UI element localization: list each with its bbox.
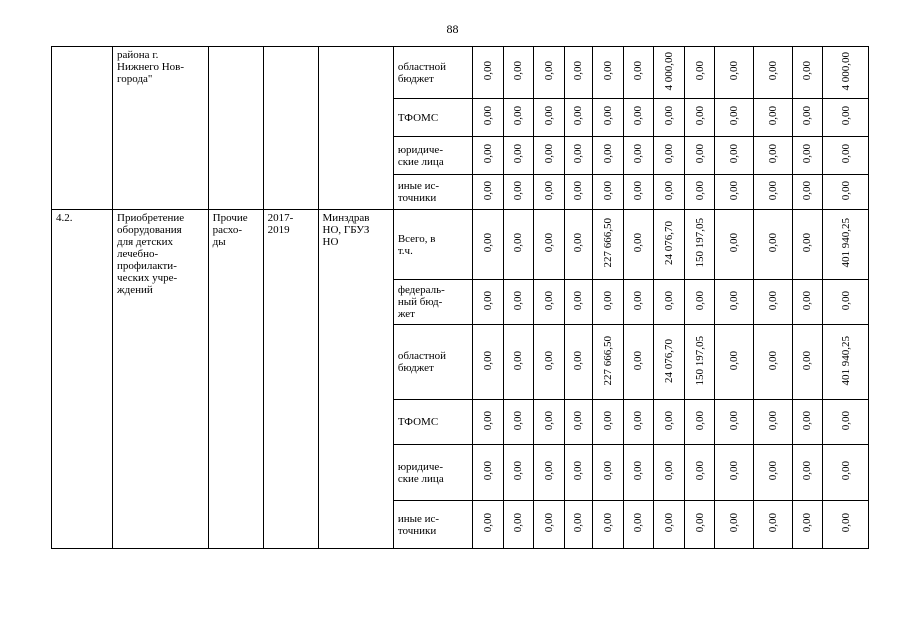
value-text: 0,00 <box>512 410 525 431</box>
value-cell <box>593 325 624 400</box>
value-text: 0,00 <box>572 290 585 311</box>
value-cell <box>623 210 654 280</box>
value-cell <box>593 99 624 137</box>
value-text: 0,00 <box>801 410 814 431</box>
value-text: 0,00 <box>542 144 555 164</box>
value-text: 0,00 <box>632 106 645 126</box>
value-text: 0,00 <box>572 233 585 253</box>
value-text: 0,00 <box>601 144 614 164</box>
source-cell: областной бюджет <box>393 47 472 99</box>
value-text: 0,00 <box>693 461 706 481</box>
value-cell <box>593 175 624 210</box>
value-cell <box>473 99 504 137</box>
value-cell <box>564 210 592 280</box>
value-cell <box>534 175 565 210</box>
value-text: 0,00 <box>693 410 706 431</box>
value-text: 0,00 <box>572 144 585 164</box>
value-text: 0,00 <box>632 144 645 164</box>
value-text: 0,00 <box>839 290 852 311</box>
value-text: 0,00 <box>766 461 779 481</box>
value-text: 0,00 <box>839 180 852 201</box>
value-text: 0,00 <box>601 461 614 481</box>
value-text: 0,00 <box>542 180 555 201</box>
value-text: 0,00 <box>728 233 741 253</box>
table-row <box>52 210 869 280</box>
source-cell: ТФОМС <box>393 400 472 445</box>
value-cell <box>792 400 823 445</box>
value-text: 0,00 <box>662 410 675 431</box>
value-text: 0,00 <box>601 410 614 431</box>
value-cell <box>564 400 592 445</box>
value-text: 0,00 <box>728 410 741 431</box>
value-cell <box>715 400 754 445</box>
num-cell <box>52 47 113 210</box>
source-cell: иные ис- точники <box>393 175 472 210</box>
value-text: 0,00 <box>481 350 494 371</box>
value-text: 0,00 <box>801 350 814 371</box>
page-number: 88 <box>446 22 459 36</box>
value-text: 0,00 <box>766 61 779 81</box>
value-text: 0,00 <box>766 233 779 253</box>
value-cell <box>715 445 754 501</box>
value-text: 0,00 <box>572 180 585 201</box>
value-text: 0,00 <box>766 144 779 164</box>
value-text: 0,00 <box>801 144 814 164</box>
value-text: 0,00 <box>632 461 645 481</box>
value-cell <box>715 99 754 137</box>
value-cell <box>534 137 565 175</box>
value-text: 0,00 <box>766 513 779 533</box>
value-cell <box>684 501 715 549</box>
value-cell <box>792 210 823 280</box>
value-text: 0,00 <box>693 61 706 81</box>
value-text: 0,00 <box>572 106 585 126</box>
value-cell <box>753 501 792 549</box>
source-cell: юридиче- ские лица <box>393 445 472 501</box>
value-text: 0,00 <box>542 233 555 253</box>
value-cell <box>623 325 654 400</box>
value-text: 0,00 <box>839 144 852 164</box>
value-cell <box>534 47 565 99</box>
value-text: 4 000,00 <box>662 51 675 91</box>
value-cell <box>564 99 592 137</box>
source-cell: федераль- ный бюд- жет <box>393 280 472 325</box>
value-text: 0,00 <box>801 513 814 533</box>
value-cell <box>792 325 823 400</box>
value-text: 0,00 <box>572 410 585 431</box>
value-cell <box>823 47 869 99</box>
value-cell <box>503 47 534 99</box>
value-cell <box>473 47 504 99</box>
value-cell <box>473 325 504 400</box>
value-cell <box>593 210 624 280</box>
value-cell <box>753 280 792 325</box>
period-cell: 2017- 2019 <box>263 210 318 549</box>
value-text: 4 000,00 <box>839 51 852 91</box>
value-text: 0,00 <box>512 290 525 311</box>
value-text: 0,00 <box>801 106 814 126</box>
value-text: 0,00 <box>572 461 585 481</box>
value-cell <box>753 445 792 501</box>
source-cell: ТФОМС <box>393 99 472 137</box>
value-cell <box>753 325 792 400</box>
value-text: 0,00 <box>542 106 555 126</box>
value-cell <box>473 501 504 549</box>
value-text: 0,00 <box>839 461 852 481</box>
value-cell <box>534 99 565 137</box>
value-cell <box>473 175 504 210</box>
value-text: 0,00 <box>766 106 779 126</box>
value-cell <box>753 47 792 99</box>
value-cell <box>792 445 823 501</box>
source-cell: юридиче- ские лица <box>393 137 472 175</box>
value-cell <box>593 280 624 325</box>
value-cell <box>503 501 534 549</box>
value-cell <box>715 210 754 280</box>
value-cell <box>792 501 823 549</box>
value-text: 0,00 <box>512 106 525 126</box>
value-text: 0,00 <box>728 180 741 201</box>
value-text: 0,00 <box>662 144 675 164</box>
value-text: 0,00 <box>766 180 779 201</box>
value-cell <box>623 47 654 99</box>
value-text: 0,00 <box>693 106 706 126</box>
value-cell <box>593 137 624 175</box>
value-text: 0,00 <box>662 180 675 201</box>
value-text: 0,00 <box>728 144 741 164</box>
value-text: 0,00 <box>766 410 779 431</box>
value-text: 0,00 <box>728 106 741 126</box>
value-cell <box>715 501 754 549</box>
value-cell <box>684 47 715 99</box>
value-text: 0,00 <box>662 513 675 533</box>
value-text: 0,00 <box>481 180 494 201</box>
value-cell <box>564 137 592 175</box>
value-cell <box>503 99 534 137</box>
value-text: 0,00 <box>481 513 494 533</box>
value-cell <box>473 210 504 280</box>
num-cell: 4.2. <box>52 210 113 549</box>
value-cell <box>753 137 792 175</box>
value-text: 0,00 <box>728 350 741 371</box>
value-text: 0,00 <box>542 350 555 371</box>
value-text: 0,00 <box>632 290 645 311</box>
value-text: 0,00 <box>512 513 525 533</box>
value-cell <box>823 501 869 549</box>
value-text: 0,00 <box>512 233 525 253</box>
value-cell <box>593 445 624 501</box>
value-cell <box>593 501 624 549</box>
value-cell <box>623 445 654 501</box>
value-text: 0,00 <box>481 233 494 253</box>
source-cell: Всего, в т.ч. <box>393 210 472 280</box>
value-text: 0,00 <box>572 350 585 371</box>
value-text: 0,00 <box>572 61 585 81</box>
value-cell <box>715 325 754 400</box>
value-cell <box>564 47 592 99</box>
value-cell <box>564 175 592 210</box>
value-cell <box>654 501 685 549</box>
value-text: 0,00 <box>693 144 706 164</box>
value-text: 0,00 <box>512 180 525 201</box>
value-cell <box>654 400 685 445</box>
value-text: 0,00 <box>693 513 706 533</box>
executor-cell <box>318 47 393 210</box>
value-cell <box>684 99 715 137</box>
value-text: 0,00 <box>728 290 741 311</box>
value-text: 0,00 <box>601 61 614 81</box>
value-cell <box>534 400 565 445</box>
budget-table <box>51 46 869 549</box>
value-cell <box>623 175 654 210</box>
value-text: 0,00 <box>632 513 645 533</box>
value-text: 150 197,05 <box>693 218 706 268</box>
value-cell <box>753 175 792 210</box>
value-text: 0,00 <box>601 180 614 201</box>
value-text: 0,00 <box>801 233 814 253</box>
value-text: 0,00 <box>662 106 675 126</box>
value-cell <box>753 400 792 445</box>
value-text: 0,00 <box>601 290 614 311</box>
value-text: 0,00 <box>481 106 494 126</box>
value-cell <box>654 280 685 325</box>
value-cell <box>503 280 534 325</box>
value-cell <box>623 501 654 549</box>
value-text: 0,00 <box>839 410 852 431</box>
value-cell <box>654 99 685 137</box>
value-cell <box>623 137 654 175</box>
value-text: 0,00 <box>693 180 706 201</box>
value-text: 0,00 <box>801 461 814 481</box>
value-text: 24 076,70 <box>662 221 675 265</box>
value-cell <box>534 325 565 400</box>
value-text: 0,00 <box>632 410 645 431</box>
value-cell <box>623 280 654 325</box>
value-cell <box>503 400 534 445</box>
value-cell <box>684 325 715 400</box>
value-text: 0,00 <box>542 61 555 81</box>
value-text: 0,00 <box>662 461 675 481</box>
value-text: 0,00 <box>481 461 494 481</box>
value-text: 0,00 <box>801 61 814 81</box>
value-text: 401 940,25 <box>839 335 852 386</box>
value-cell <box>654 47 685 99</box>
executor-cell: Минздрав НО, ГБУЗ НО <box>318 210 393 549</box>
value-cell <box>684 175 715 210</box>
value-text: 0,00 <box>512 61 525 81</box>
value-cell <box>473 280 504 325</box>
value-text: 0,00 <box>512 350 525 371</box>
value-cell <box>503 175 534 210</box>
value-text: 0,00 <box>632 233 645 253</box>
value-cell <box>823 175 869 210</box>
type-cell <box>208 47 263 210</box>
value-cell <box>823 99 869 137</box>
value-text: 227 666,50 <box>601 218 614 268</box>
value-text: 0,00 <box>601 106 614 126</box>
value-cell <box>792 280 823 325</box>
value-cell <box>623 400 654 445</box>
value-cell <box>753 99 792 137</box>
value-cell <box>534 210 565 280</box>
value-cell <box>823 400 869 445</box>
source-cell: областной бюджет <box>393 325 472 400</box>
value-text: 0,00 <box>512 461 525 481</box>
value-text: 0,00 <box>481 410 494 431</box>
value-cell <box>684 280 715 325</box>
value-cell <box>792 137 823 175</box>
value-text: 0,00 <box>693 290 706 311</box>
value-cell <box>684 445 715 501</box>
value-text: 0,00 <box>766 350 779 371</box>
name-cell: района г. Нижнего Нов- города" <box>113 47 209 210</box>
value-cell <box>654 445 685 501</box>
value-text: 0,00 <box>839 513 852 533</box>
name-cell: Приобретение оборудования для детских лечебно- профилакти- ческих учре- ждений <box>113 210 209 549</box>
value-cell <box>593 47 624 99</box>
value-text: 0,00 <box>662 290 675 311</box>
value-text: 0,00 <box>632 180 645 201</box>
value-text: 0,00 <box>801 180 814 201</box>
table-row <box>52 47 869 99</box>
value-cell <box>503 445 534 501</box>
value-text: 24 076,70 <box>662 338 675 383</box>
value-cell <box>593 400 624 445</box>
value-text: 0,00 <box>512 144 525 164</box>
value-cell <box>792 47 823 99</box>
value-cell <box>715 137 754 175</box>
value-cell <box>503 137 534 175</box>
value-cell <box>792 99 823 137</box>
value-text: 0,00 <box>481 144 494 164</box>
value-text: 0,00 <box>839 106 852 126</box>
value-cell <box>473 400 504 445</box>
value-cell <box>654 137 685 175</box>
value-text: 0,00 <box>542 290 555 311</box>
value-text: 0,00 <box>632 61 645 81</box>
value-text: 0,00 <box>481 290 494 311</box>
value-cell <box>564 280 592 325</box>
value-text: 0,00 <box>542 410 555 431</box>
value-cell <box>473 445 504 501</box>
value-cell <box>473 137 504 175</box>
value-text: 0,00 <box>601 513 614 533</box>
period-cell <box>263 47 318 210</box>
value-cell <box>823 445 869 501</box>
value-text: 0,00 <box>572 513 585 533</box>
value-cell <box>534 280 565 325</box>
value-cell <box>534 445 565 501</box>
value-cell <box>564 501 592 549</box>
value-cell <box>564 325 592 400</box>
value-cell <box>503 325 534 400</box>
value-cell <box>792 175 823 210</box>
value-cell <box>684 137 715 175</box>
value-cell <box>753 210 792 280</box>
value-text: 0,00 <box>481 61 494 81</box>
value-cell <box>654 175 685 210</box>
value-text: 0,00 <box>728 461 741 481</box>
value-cell <box>654 210 685 280</box>
value-cell <box>684 210 715 280</box>
value-text: 0,00 <box>632 350 645 371</box>
value-text: 150 197,05 <box>693 335 706 386</box>
value-cell <box>715 47 754 99</box>
value-cell <box>654 325 685 400</box>
value-cell <box>623 99 654 137</box>
source-cell: иные ис- точники <box>393 501 472 549</box>
value-text: 227 666,50 <box>601 335 614 386</box>
value-cell <box>715 280 754 325</box>
value-cell <box>684 400 715 445</box>
value-cell <box>823 325 869 400</box>
type-cell: Прочие расхо- ды <box>208 210 263 549</box>
value-cell <box>534 501 565 549</box>
value-cell <box>564 445 592 501</box>
value-cell <box>823 280 869 325</box>
value-text: 0,00 <box>542 461 555 481</box>
value-cell <box>823 137 869 175</box>
value-text: 0,00 <box>801 290 814 311</box>
value-cell <box>715 175 754 210</box>
value-cell <box>823 210 869 280</box>
value-text: 0,00 <box>542 513 555 533</box>
value-text: 0,00 <box>728 61 741 81</box>
value-text: 0,00 <box>728 513 741 533</box>
value-cell <box>503 210 534 280</box>
value-text: 401 940,25 <box>839 218 852 268</box>
value-text: 0,00 <box>766 290 779 311</box>
